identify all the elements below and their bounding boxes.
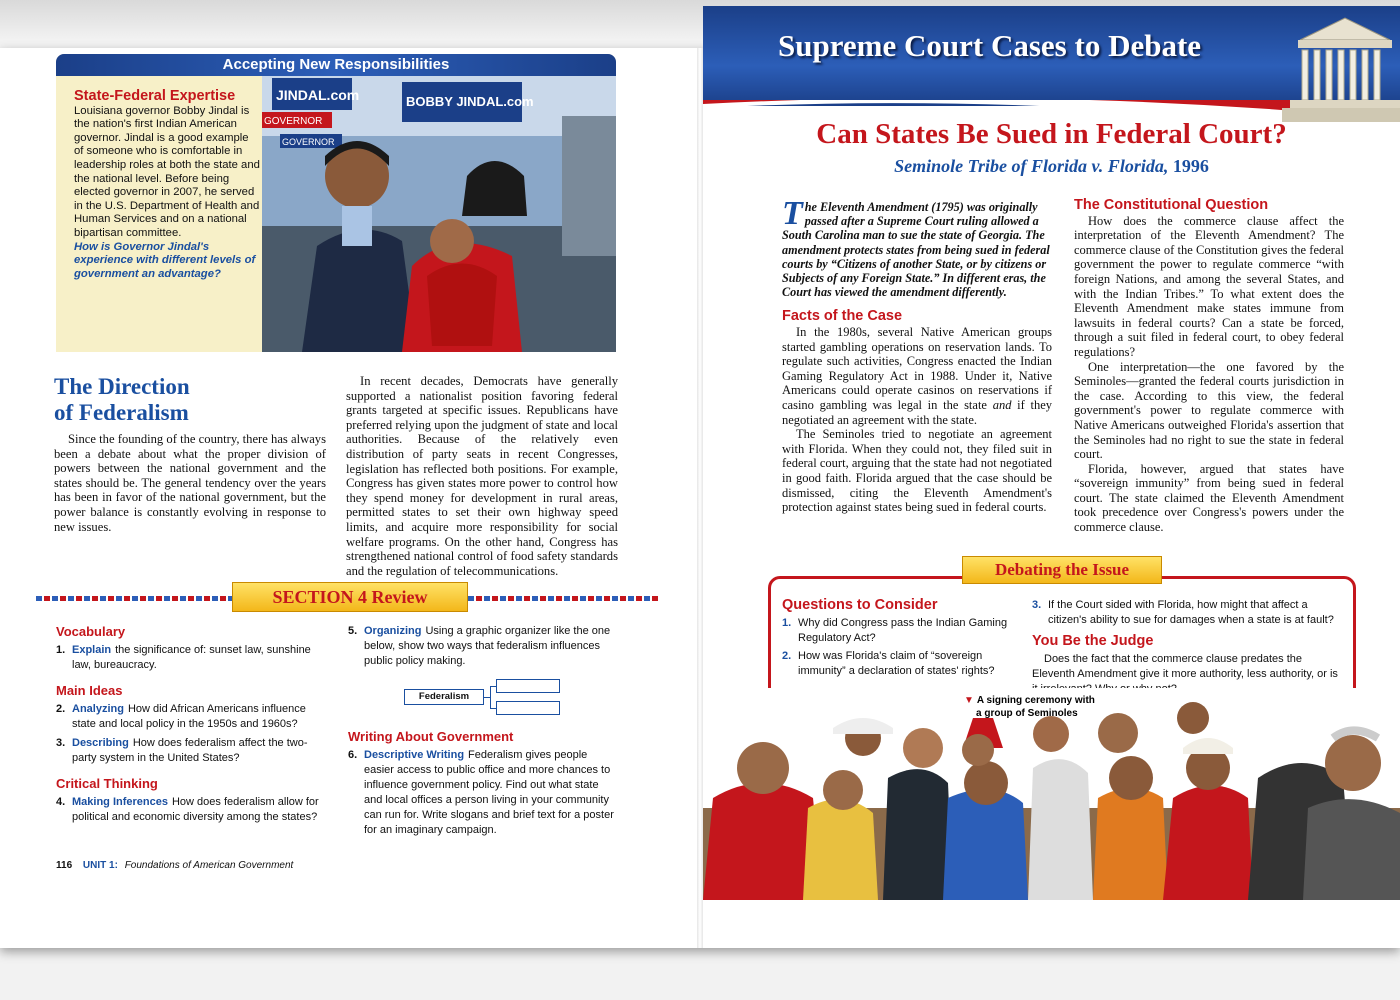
review-question-6 [348, 748, 618, 838]
body-column-right [346, 374, 618, 578]
facts-heading: Facts of the Case [782, 308, 903, 325]
facts-paragraph-1 [782, 325, 1052, 427]
organizer-blank-box [496, 679, 560, 693]
debate-question-3 [1032, 598, 1344, 628]
case-column-left [782, 195, 1052, 515]
intro-text: he Eleventh Amendment (1795) was originally passed after a Supreme Court ruling allowed a South Carolina man to sue the state of Georgia. The amendment protects states from being sued in federal courts by “Citizens of another State, or by citizens or Subjects of any Foreign State.” In different eras, the Court has viewed the amendment differently. [782, 200, 1050, 300]
critical-thinking-heading: Critical Thinking [56, 776, 158, 791]
review-question-2 [56, 702, 326, 732]
debate-question-2 [782, 649, 1012, 679]
sign-text-2: GOVERNOR [264, 116, 323, 127]
judge-text: Does the fact that the commerce clause predates the Eleventh Amendment give it more authority, less authority, or is [1032, 653, 1338, 680]
sign-text-3: BOBBY JINDAL.com [406, 94, 534, 109]
drop-cap: T [782, 195, 803, 232]
question-text: If the Court sided with Florida, how might that affect a citizen's ability to sue for damages when a state is at fault? [1048, 599, 1334, 626]
caption-line-1: A signing ceremony with [976, 695, 1095, 706]
question-text: How does federalism allow for political and economic diversity among the states? [72, 796, 319, 823]
question-number: 4. [56, 796, 66, 808]
question-text: Using a graphic organizer like the one below, show two ways that federalism influences public policy making. [364, 625, 611, 667]
review-question-1 [56, 643, 326, 673]
caption-line-2: a group of Seminoles [976, 708, 1078, 719]
caption-triangle-icon: ▼ [964, 695, 974, 706]
const-paragraph-1: How does the commerce clause affect the interpretation of the Eleventh Amendment? The commerce clause of the Constitution gives the federal government the power to regulate commerce “with foreign Nations, and among the several States, and with the Indian Tribes.” To what extent does the Eleventh Amendment make states immune from lawsuits in federal courts? Can a state be forced, through a suit filed in federal court, to obey federal regulations? [1074, 213, 1344, 359]
vocabulary-heading: Vocabulary [56, 624, 126, 639]
photo-caption [964, 694, 1095, 720]
question-number: 3. [56, 737, 66, 749]
sign-text-1: JINDAL.com [276, 87, 360, 103]
question-number: 2. [782, 650, 792, 662]
question-keyword: Analyzing [72, 703, 124, 715]
constitutional-heading: The Constitutional Question [1074, 197, 1269, 213]
page-number: 116 [56, 860, 73, 871]
case-name: Seminole Tribe of Florida v. Florida, [894, 156, 1169, 176]
question-number: 1. [782, 617, 792, 629]
unit-label: UNIT 1: [82, 860, 118, 871]
debate-tag: Debating the Issue [962, 556, 1162, 584]
debate-right [1032, 598, 1344, 697]
question-keyword: Explain [72, 644, 112, 656]
banner-title: Supreme Court Cases to Debate [778, 28, 1202, 63]
section-review-band [36, 582, 660, 614]
review-question-4 [56, 795, 326, 825]
feature-text [74, 90, 260, 281]
graphic-organizer [348, 675, 618, 715]
question-text: How was Florida's claim of “sovereign immunity” a declaration of states' rights? [798, 650, 995, 677]
body-column-left [54, 432, 326, 534]
section-review-tag: SECTION 4 Review [232, 582, 468, 612]
organizer-federalism-box: Federalism [404, 689, 484, 705]
feature-heading: State-Federal Expertise [74, 88, 236, 104]
case-column-right [1074, 198, 1344, 535]
main-ideas-heading: Main Ideas [56, 683, 123, 698]
sign-text-4: GOVERNOR [282, 137, 335, 147]
facts-text: In the 1980s, several Native American groups started gambling operations on reservation lands. To regulate such activities, Congress enacted the Indian Gaming Regulatory Act in 1988. Under it, Native Americans could operate casinos on reservations if casino gambling was legal in the state [782, 325, 1052, 412]
question-text: the significance of: sunset law, sunshine law, bureaucracy. [72, 644, 311, 671]
emphasis-and: and [992, 397, 1012, 412]
question-number: 5. [348, 625, 358, 637]
section-title-line2: of Federalism [54, 400, 189, 425]
unit-title: Foundations of American Government [124, 860, 294, 871]
const-paragraph-3: Florida, however, argued that states have “sovereign immunity” from being sued in federal court. The state claimed the Eleventh Amendment took precedence over Congress's powers under the commerce clause. [1074, 461, 1344, 535]
questions-heading: Questions to Consider [782, 597, 938, 613]
question-text: Why did Congress pass the Indian Gaming Regulatory Act? [798, 617, 1008, 644]
facts-paragraph-2: The Seminoles tried to negotiate an agreement with Florida. When they could not, they filed suit in federal court, arguing that the state had not negotiated in good faith. Florida argued that the case should be dismissed, citing the Eleventh Amendment's protection against states being sued in federal courts. [782, 427, 1052, 515]
feature-question: How is Governor Jindal's experience with different levels of government an advantage? [74, 240, 256, 280]
question-text: Federalism gives people easier access to public office and more chances to influence government policy. Find out what state and local offices a person living in your community can run for. Write slogans and brief text for a poster for an imaginary campaign. [364, 749, 614, 836]
feature-body: Louisiana governor Bobby Jindal is the nation's first Indian American governor. Jindal is a good example of someone who is comfortable in leadership roles at both the state and the national level. Before being elected governor in 2007, he served in the U.S. Department of Health and Human Services and on a national bipartisan committee. [74, 104, 260, 239]
body-paragraph-1: Since the founding of the country, there has always been a debate about what the proper division of powers between the national government and the states should be. The general tendency over the years has been in favor of the national government, but the power balance is constantly evolving in response to new issues. [54, 432, 326, 534]
facts-text: if they negotiated an agreement with the state. [782, 397, 1052, 427]
debate-question-1 [782, 616, 1012, 646]
section-title-line1: The Direction [54, 374, 190, 399]
question-keyword: Describing [72, 737, 129, 749]
section-title [54, 374, 190, 426]
question-number: 3. [1032, 599, 1042, 611]
question-keyword: Organizing [364, 625, 422, 637]
organizer-blank-box [496, 701, 560, 715]
case-subtitle [703, 156, 1400, 177]
question-text: How did African Americans influence state and local policy in the 1950s and 1960s? [72, 703, 306, 730]
case-year: 1996 [1172, 156, 1209, 176]
question-number: 1. [56, 644, 66, 656]
debate-questions [782, 598, 1012, 682]
const-paragraph-2: One interpretation—the one favored by the Seminoles—granted the federal courts jurisdiction in the case. According to this view, the federal government's power to regulate commerce with Native Americans outweighed Florida's assertion that the Seminoles had no right to sue the state in federal court. [1074, 359, 1344, 462]
question-number: 6. [348, 749, 358, 761]
case-title: Can States Be Sued in Federal Court? [816, 118, 1287, 150]
jindal-photo [262, 76, 616, 352]
question-keyword: Making Inferences [72, 796, 168, 808]
body-paragraph-2: In recent decades, Democrats have generally supported a nationalist position favoring federal grants targeted at specific issues. Republicans have preferred relying upon the judgment of state and local authorities. Because of the relatively even distribution of party seats in recent Congresses, legislation has reflected both positions. For example, Congress has given states more power to control how they spend money for development in rural areas, permitted states to set their own highway speed limits, and acquire more responsibility for social welfare programs. On the other hand, Congress has strengthened national control of food safety standards and the regulation of telecommunications. [346, 374, 618, 578]
review-question-5 [348, 624, 618, 669]
feature-title-bar: Accepting New Responsibilities [56, 54, 616, 76]
organizer-connector [490, 686, 491, 708]
question-keyword: Descriptive Writing [364, 749, 465, 761]
case-intro [782, 195, 1052, 300]
feature-box [56, 54, 616, 352]
writing-heading: Writing About Government [348, 729, 514, 744]
supreme-court-building [1270, 10, 1400, 122]
judge-heading: You Be the Judge [1032, 633, 1154, 649]
review-question-3 [56, 736, 326, 766]
question-text: How does federalism affect the two-party system in the United States? [72, 737, 308, 764]
review-column-right [348, 624, 618, 842]
question-number: 2. [56, 703, 66, 715]
page-folio [56, 860, 293, 871]
review-column-left [56, 624, 326, 829]
